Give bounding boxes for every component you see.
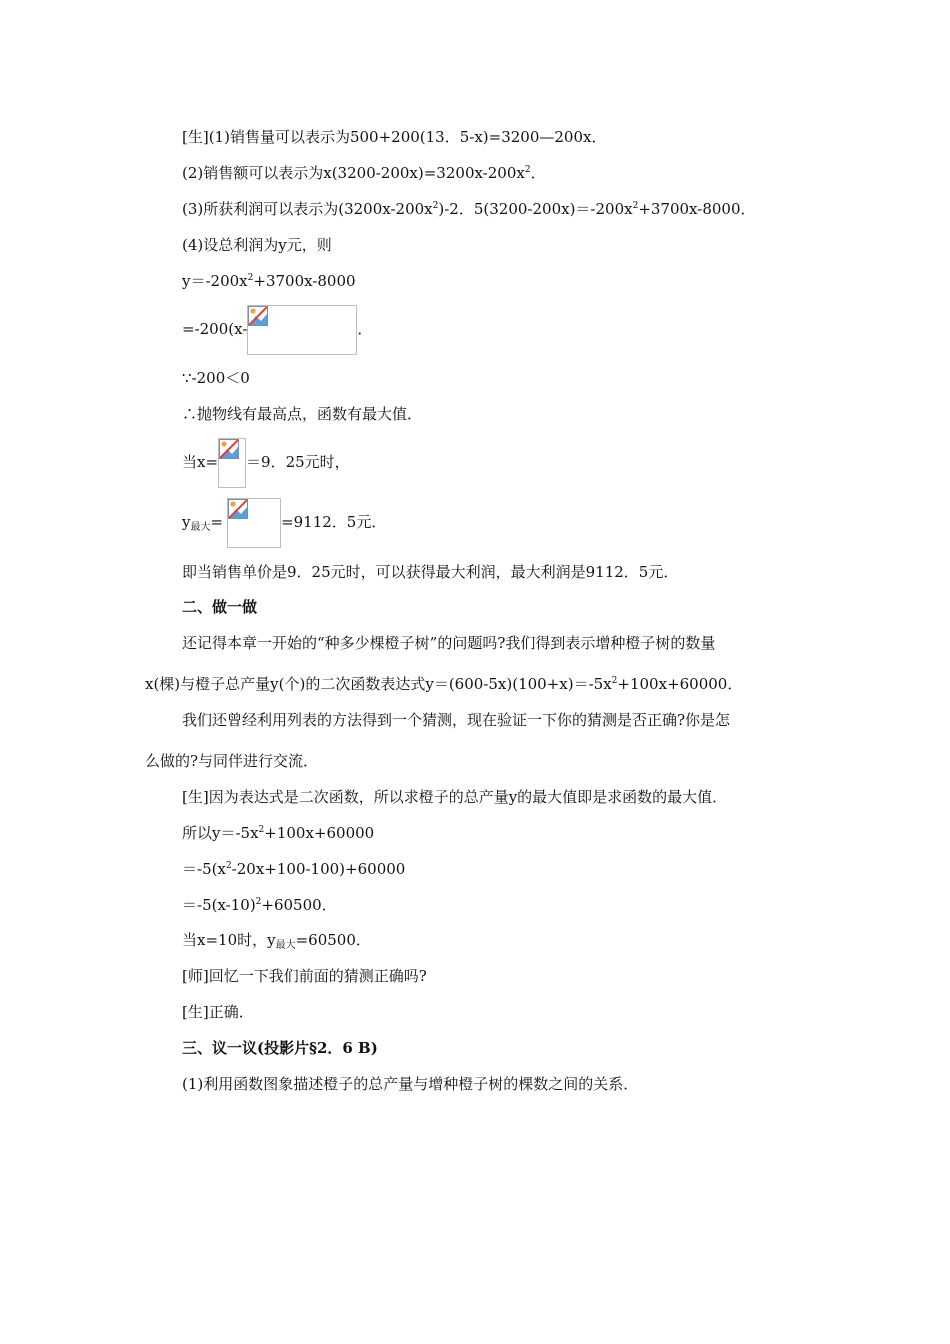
paragraph-text: 我们还曾经利用列表的方法得到一个猜测，现在验证一下你的猜测是否正确?你是怎: [182, 711, 731, 729]
section-heading: [182, 1038, 378, 1058]
paragraph-text: 么做的?与同伴进行交流．: [145, 752, 319, 770]
equation-text: ＝-5(x: [182, 860, 226, 878]
section-heading: [182, 597, 257, 617]
punctuation: ．: [357, 320, 373, 338]
equation-text: -20x+100-100)+60000: [231, 860, 406, 878]
text-segment: +3700x-8000．: [638, 200, 756, 218]
heading-discuss: 三、议一议(投影片§2．6 B): [182, 1039, 378, 1057]
broken-image-icon: [248, 306, 268, 326]
paragraph-text: [生]因为表达式是二次函数，所以求橙子的总产量y的最大值即是求函数的最大值．: [182, 788, 728, 806]
text-line: [182, 235, 332, 255]
punctuation: ．: [530, 164, 546, 182]
line-let-profit: (4)设总利润为y元，则: [182, 236, 332, 254]
paragraph-text: 还记得本章一开始的“种多少棵橙子树”的问题吗?我们得到表示增种橙子树的数量: [182, 634, 716, 652]
text-line: [182, 404, 422, 424]
superscript: 2: [524, 165, 531, 175]
equation-text: +100x+60000: [264, 824, 375, 842]
superscript: 2: [255, 897, 262, 907]
text-line: [182, 562, 678, 582]
broken-image-icon: [228, 499, 248, 519]
line-conclusion: 即当销售单价是9．25元时，可以获得最大利润，最大利润是9112．5元．: [182, 563, 679, 581]
text-line: [145, 674, 742, 694]
line-profit: (3)所获利润可以表示为(3200x-200x: [182, 200, 433, 218]
line-because: ∵-200＜0: [182, 369, 250, 387]
equation-text: +3700x-8000: [253, 272, 356, 290]
subscript: 最大: [275, 940, 296, 951]
heading-do-it: 二、做一做: [182, 598, 258, 616]
text-line: [182, 1074, 638, 1094]
superscript: 2: [632, 201, 639, 211]
text-line: [182, 823, 374, 843]
text-line: [145, 751, 318, 771]
text-line: [182, 859, 405, 879]
text-line: [182, 966, 427, 986]
text-segment: =9112．5元．: [281, 513, 387, 531]
text-segment: 当x=10时，y: [182, 931, 276, 949]
paragraph-text: [师]回忆一下我们前面的猜测正确吗?: [182, 967, 427, 985]
line-therefore: ∴抛物线有最高点，函数有最大值．: [182, 405, 423, 423]
line-sales-volume: [生](1)销售量可以表示为500+200(13．5-x)=3200—200x．: [182, 128, 607, 146]
formula-image-placeholder: [247, 305, 357, 355]
text-line: [182, 271, 356, 291]
text-segment: =60500．: [295, 931, 371, 949]
text-line: [182, 437, 350, 487]
text-segment: y: [182, 513, 191, 531]
text-line: [182, 163, 546, 183]
formula-image-placeholder: [227, 498, 281, 548]
text-line: [182, 127, 606, 147]
text-segment: 当x=: [182, 453, 219, 471]
paragraph-text: +100x+60000．: [617, 675, 743, 693]
equation-text: 所以y＝-5x: [182, 824, 259, 842]
formula-image-placeholder: [218, 438, 246, 488]
text-segment: =: [210, 513, 224, 531]
paragraph-text: [生]正确．: [182, 1003, 254, 1021]
text-line: [182, 895, 337, 915]
equation-text: y＝-200x: [182, 272, 248, 290]
text-line: [182, 710, 730, 730]
text-segment: ＝9．25元时，: [246, 453, 350, 471]
paragraph-text: (1)利用函数图象描述橙子的总产量与增种橙子树的棵数之间的关系．: [182, 1075, 639, 1093]
text-segment: )-2．5(3200-200x)＝-200x: [438, 200, 633, 218]
subscript: 最大: [190, 522, 211, 533]
superscript: 2: [258, 825, 265, 835]
text-line: [182, 930, 371, 953]
superscript: 2: [432, 201, 439, 211]
superscript: 2: [247, 273, 254, 283]
text-line: [182, 304, 372, 354]
text-line: [182, 497, 386, 547]
equation-text: =-200(x-: [182, 320, 248, 338]
text-line: [182, 368, 250, 388]
equation-text: +60500．: [261, 896, 337, 914]
broken-image-icon: [219, 439, 239, 459]
text-line: [182, 787, 727, 807]
paragraph-text: x(棵)与橙子总产量y(个)的二次函数表达式y＝(600-5x)(100+x)＝-5x: [145, 675, 612, 693]
text-line: [182, 199, 756, 219]
superscript: 2: [611, 676, 618, 686]
text-line: [182, 633, 715, 653]
line-sales-amount: (2)销售额可以表示为x(3200-200x)=3200x-200x: [182, 164, 525, 182]
superscript: 2: [225, 861, 232, 871]
equation-text: ＝-5(x-10): [182, 896, 256, 914]
text-line: [182, 1002, 254, 1022]
